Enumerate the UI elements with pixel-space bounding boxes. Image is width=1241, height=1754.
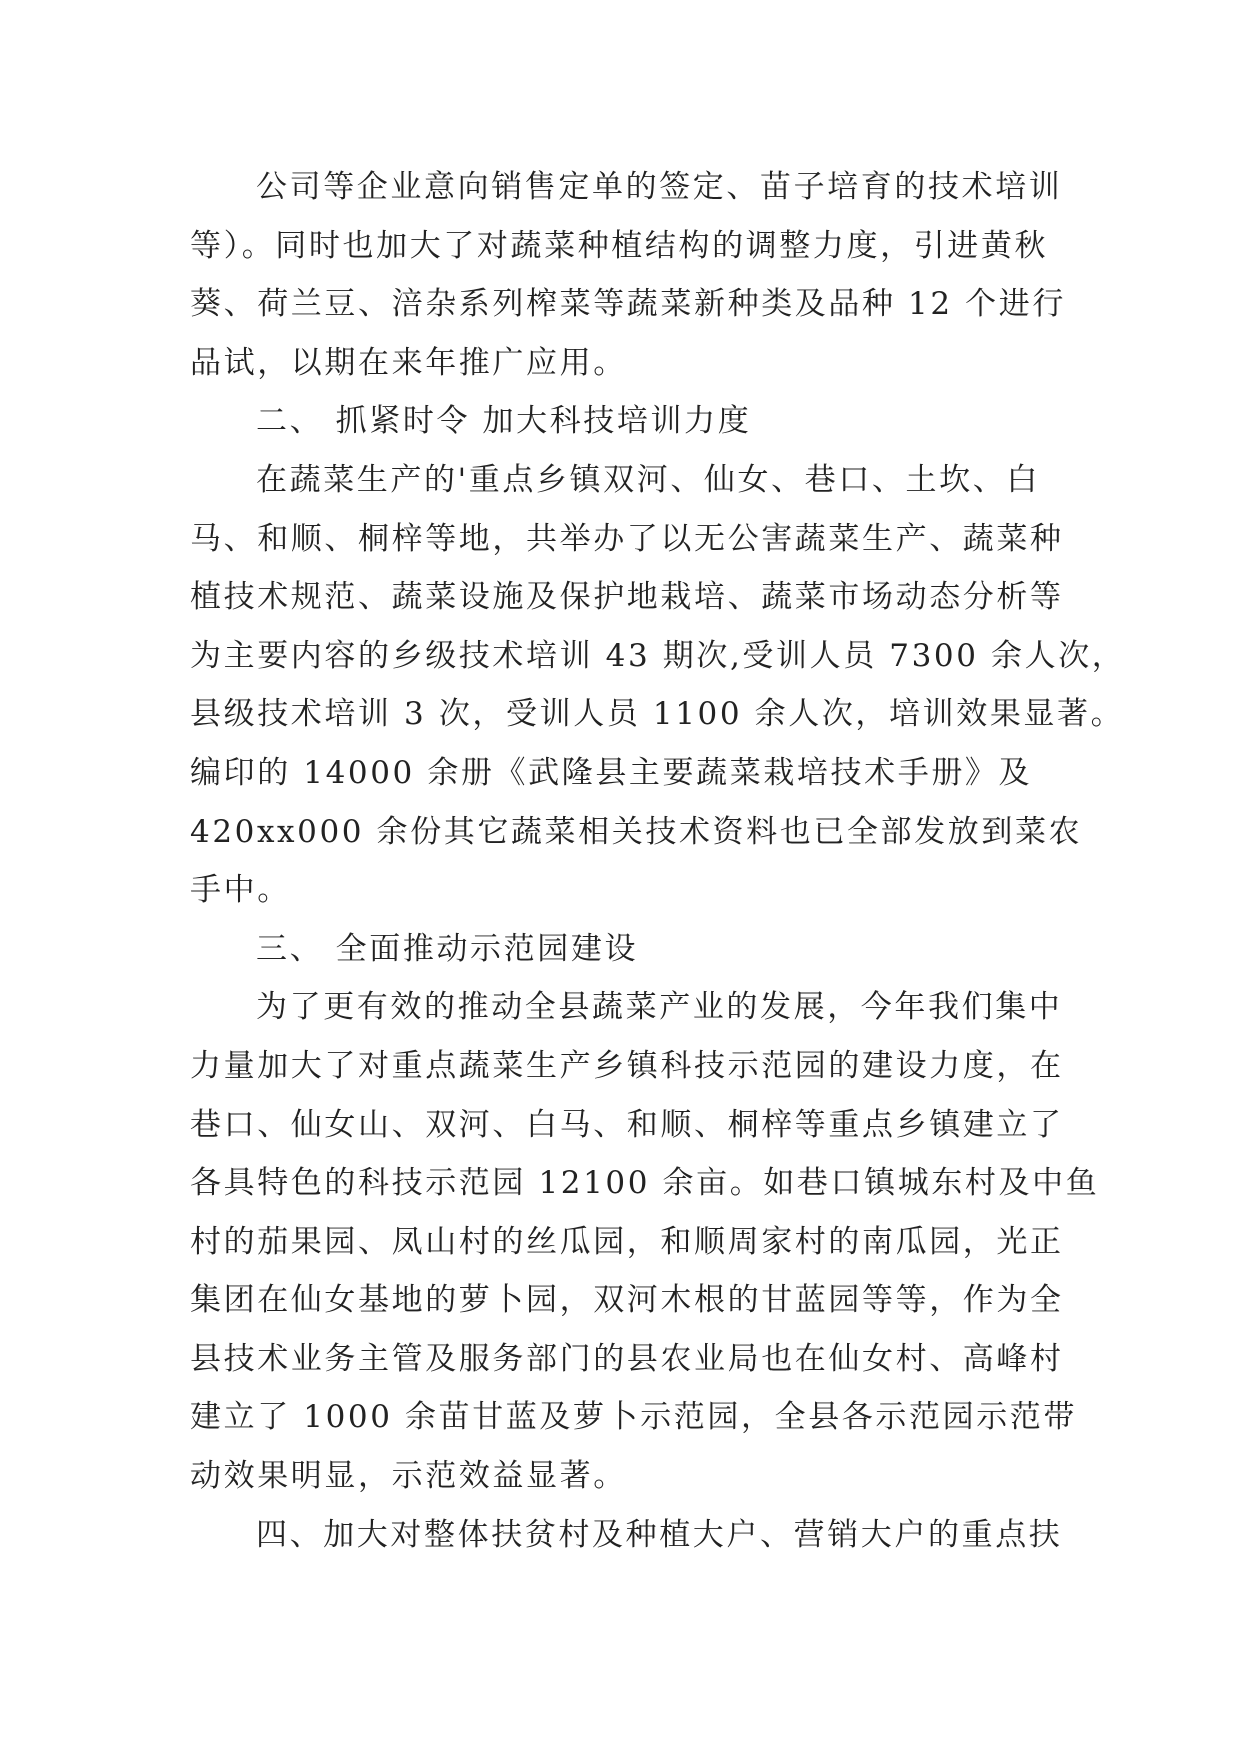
text-line: 建立了 1000 余苗甘蓝及萝卜示范园，全县各示范园示范带 — [190, 1399, 1077, 1436]
text-line: 县级技术培训 3 次，受训人员 1100 余人次，培训效果显著。 — [190, 696, 1125, 733]
text-line: 等）。同时也加大了对蔬菜种植结构的调整力度，引进黄秋 — [190, 227, 1049, 264]
text-line: 在蔬菜生产的'重点乡镇双河、仙女、巷口、土坎、白 — [256, 461, 1040, 498]
text-line: 村的茄果园、凤山村的丝瓜园，和顺周家村的南瓜园，光正 — [190, 1223, 1064, 1260]
text-line: 集团在仙女基地的萝卜园，双河木根的甘蓝园等等，作为全 — [190, 1282, 1064, 1319]
text-line: 编印的 14000 余册《武隆县主要蔬菜栽培技术手册》及 — [190, 754, 1033, 791]
text-line: 各具特色的科技示范园 12100 余亩。如巷口镇城东村及中鱼 — [190, 1165, 1100, 1202]
body-text — [190, 158, 1126, 1564]
text-line: 手中。 — [190, 872, 291, 909]
text-line: 巷口、仙女山、双河、白马、和顺、桐梓等重点乡镇建立了 — [190, 1106, 1064, 1143]
text-line: 为了更有效的推动全县蔬菜产业的发展，今年我们集中 — [256, 989, 1063, 1026]
text-line: 品试，以期在来年推广应用。 — [190, 344, 627, 381]
text-line: 动效果明显，示范效益显著。 — [190, 1458, 627, 1495]
section-heading-3: 三、 全面推动示范园建设 — [256, 930, 639, 967]
section-heading-2: 二、 抓紧时令 加大科技培训力度 — [256, 403, 752, 440]
section-heading-4: 四、加大对整体扶贫村及种植大户、营销大户的重点扶 — [256, 1516, 1063, 1553]
text-line: 马、和顺、桐梓等地，共举办了以无公害蔬菜生产、蔬菜种 — [190, 520, 1064, 557]
text-line: 植技术规范、蔬菜设施及保护地栽培、蔬菜市场动态分析等 — [190, 579, 1064, 616]
text-line: 葵、荷兰豆、涪杂系列榨菜等蔬菜新种类及品种 12 个进行 — [190, 286, 1066, 323]
text-line: 为主要内容的乡级技术培训 43 期次,受训人员 7300 余人次， — [190, 637, 1126, 674]
text-line: 县技术业务主管及服务部门的县农业局也在仙女村、高峰村 — [190, 1340, 1064, 1377]
text-line: 420xx000 余份其它蔬菜相关技术资料也已全部发放到菜农 — [190, 813, 1083, 850]
text-line: 力量加大了对重点蔬菜生产乡镇科技示范园的建设力度，在 — [190, 1047, 1064, 1084]
text-line: 公司等企业意向销售定单的签定、苗子培育的技术培训 — [256, 169, 1063, 205]
